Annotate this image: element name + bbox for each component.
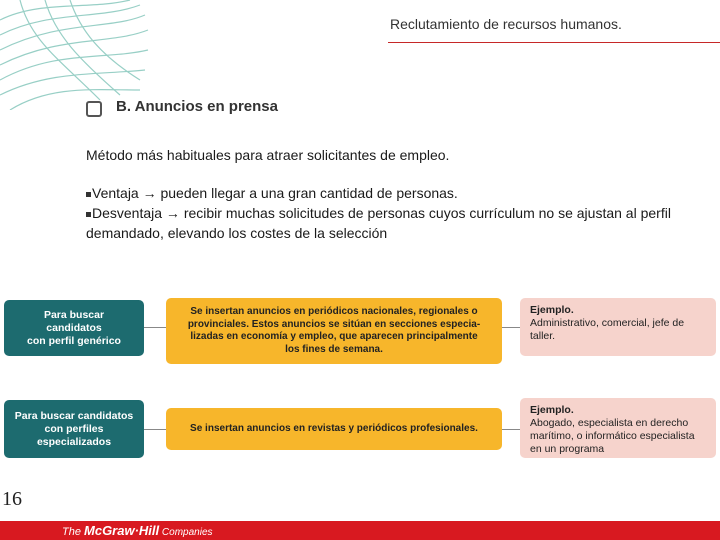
diagram-row bbox=[4, 298, 716, 364]
brand-name: McGraw·Hill bbox=[84, 523, 160, 538]
header-title: Reclutamiento de recursos humanos. bbox=[390, 16, 622, 32]
brand-prefix: The bbox=[62, 526, 85, 538]
connector-line bbox=[502, 327, 520, 328]
page-number: 16 bbox=[2, 488, 22, 510]
bullet-list bbox=[86, 183, 686, 243]
bullet-text: Ventaja → pueden llegar a una gran cantidad de personas. bbox=[92, 185, 458, 201]
diagram-row bbox=[4, 398, 716, 460]
bullet-icon bbox=[86, 212, 91, 217]
target-box: Para buscar candidatos con perfiles especializados bbox=[4, 400, 144, 458]
example-box bbox=[520, 298, 716, 356]
header-divider bbox=[388, 42, 720, 43]
example-label: Ejemplo. bbox=[530, 304, 574, 316]
decorative-swirl-graphic bbox=[0, 0, 150, 110]
section-heading bbox=[86, 98, 278, 115]
connector-line bbox=[144, 429, 166, 430]
section-title: B. Anuncios en prensa bbox=[116, 98, 278, 115]
brand-suffix: Companies bbox=[159, 527, 213, 538]
connector-line bbox=[502, 429, 520, 430]
bullet-item bbox=[86, 183, 686, 203]
example-label: Ejemplo. bbox=[530, 404, 574, 416]
footer-bar bbox=[0, 521, 720, 540]
example-box bbox=[520, 398, 716, 458]
intro-text: Método más habituales para atraer solicitantes de empleo. bbox=[86, 147, 450, 163]
description-box: Se insertan anuncios en revistas y periódicos profesionales. bbox=[166, 408, 502, 450]
description-box: Se insertan anuncios en periódicos nacionales, regionales o provinciales. Estos anuncios se sitúan en secciones especia- lizadas en economía y empleo, que aparecen principalmente los fines de semana. bbox=[166, 298, 502, 364]
checkbox-icon bbox=[86, 101, 102, 117]
connector-line bbox=[144, 327, 166, 328]
bullet-icon bbox=[86, 192, 91, 197]
target-box: Para buscar candidatos con perfil genérico bbox=[4, 300, 144, 356]
bullet-text: Desventaja → recibir muchas solicitudes de personas cuyos currículum no se ajustan al perfil demandado, elevando los costes de la selección bbox=[86, 205, 671, 241]
bullet-item bbox=[86, 203, 686, 243]
publisher-logo bbox=[62, 523, 213, 538]
example-text: Administrativo, comercial, jefe de taller. bbox=[530, 317, 685, 342]
example-text: Abogado, especialista en derecho marítimo, o informático especialista en un programa bbox=[530, 417, 695, 455]
